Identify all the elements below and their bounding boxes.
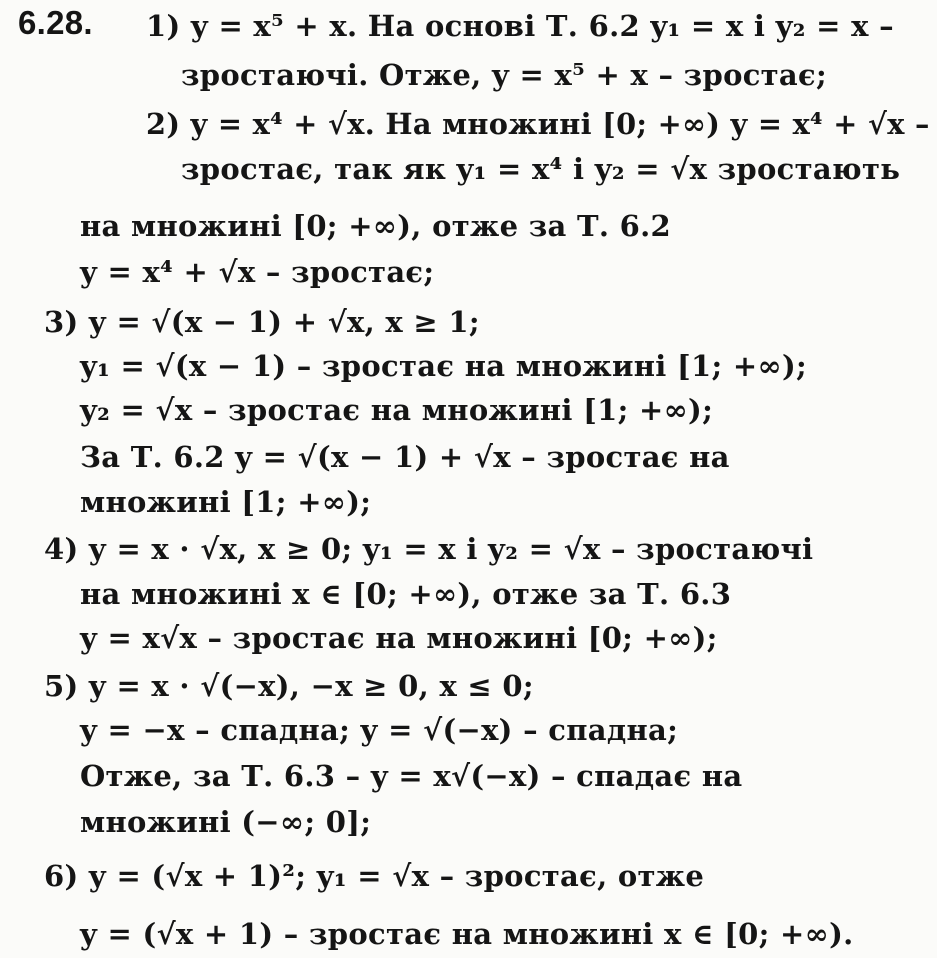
text-line: множині (−∞; 0]; — [80, 805, 372, 839]
text-line: y = (√x + 1) – зростає на множині x ∈ [0; +∞). — [80, 917, 854, 951]
text-line: 2) y = x⁴ + √x. На множині [0; +∞) y = x⁴ + √x – — [146, 107, 930, 141]
text-line: 3) y = √(x − 1) + √x, x ≥ 1; — [44, 305, 480, 339]
text-line: y₁ = √(x − 1) – зростає на множині [1; +∞); — [80, 349, 807, 383]
text-line: на множині x ∈ [0; +∞), отже за Т. 6.3 — [80, 577, 732, 611]
text-line: 4) y = x · √x, x ≥ 0; y₁ = x і y₂ = √x – зростаючі — [44, 532, 814, 566]
text-line: y = x√x – зростає на множині [0; +∞); — [80, 621, 718, 655]
text-line: зростаючі. Отже, y = x⁵ + x – зростає; — [181, 58, 827, 92]
text-line: 6) y = (√x + 1)²; y₁ = √x – зростає, отже — [44, 859, 705, 893]
text-line: 5) y = x · √(−x), −x ≥ 0, x ≤ 0; — [44, 669, 534, 703]
text-line: 1) y = x⁵ + x. На основі Т. 6.2 y₁ = x і y₂ = x – — [146, 9, 894, 43]
text-line: множині [1; +∞); — [80, 485, 372, 519]
text-line: За Т. 6.2 y = √(x − 1) + √x – зростає на — [80, 440, 730, 474]
text-line: зростає, так як y₁ = x⁴ і y₂ = √x зростають — [181, 152, 901, 186]
text-line: на множині [0; +∞), отже за Т. 6.2 — [80, 209, 672, 243]
text-line: y₂ = √x – зростає на множині [1; +∞); — [80, 393, 714, 427]
text-line: y = −x – спадна; y = √(−x) – спадна; — [80, 713, 679, 747]
text-line: Отже, за Т. 6.3 – y = x√(−x) – спадає на — [80, 759, 743, 793]
text-line: y = x⁴ + √x – зростає; — [80, 255, 435, 289]
problem-number: 6.28. — [18, 4, 93, 41]
